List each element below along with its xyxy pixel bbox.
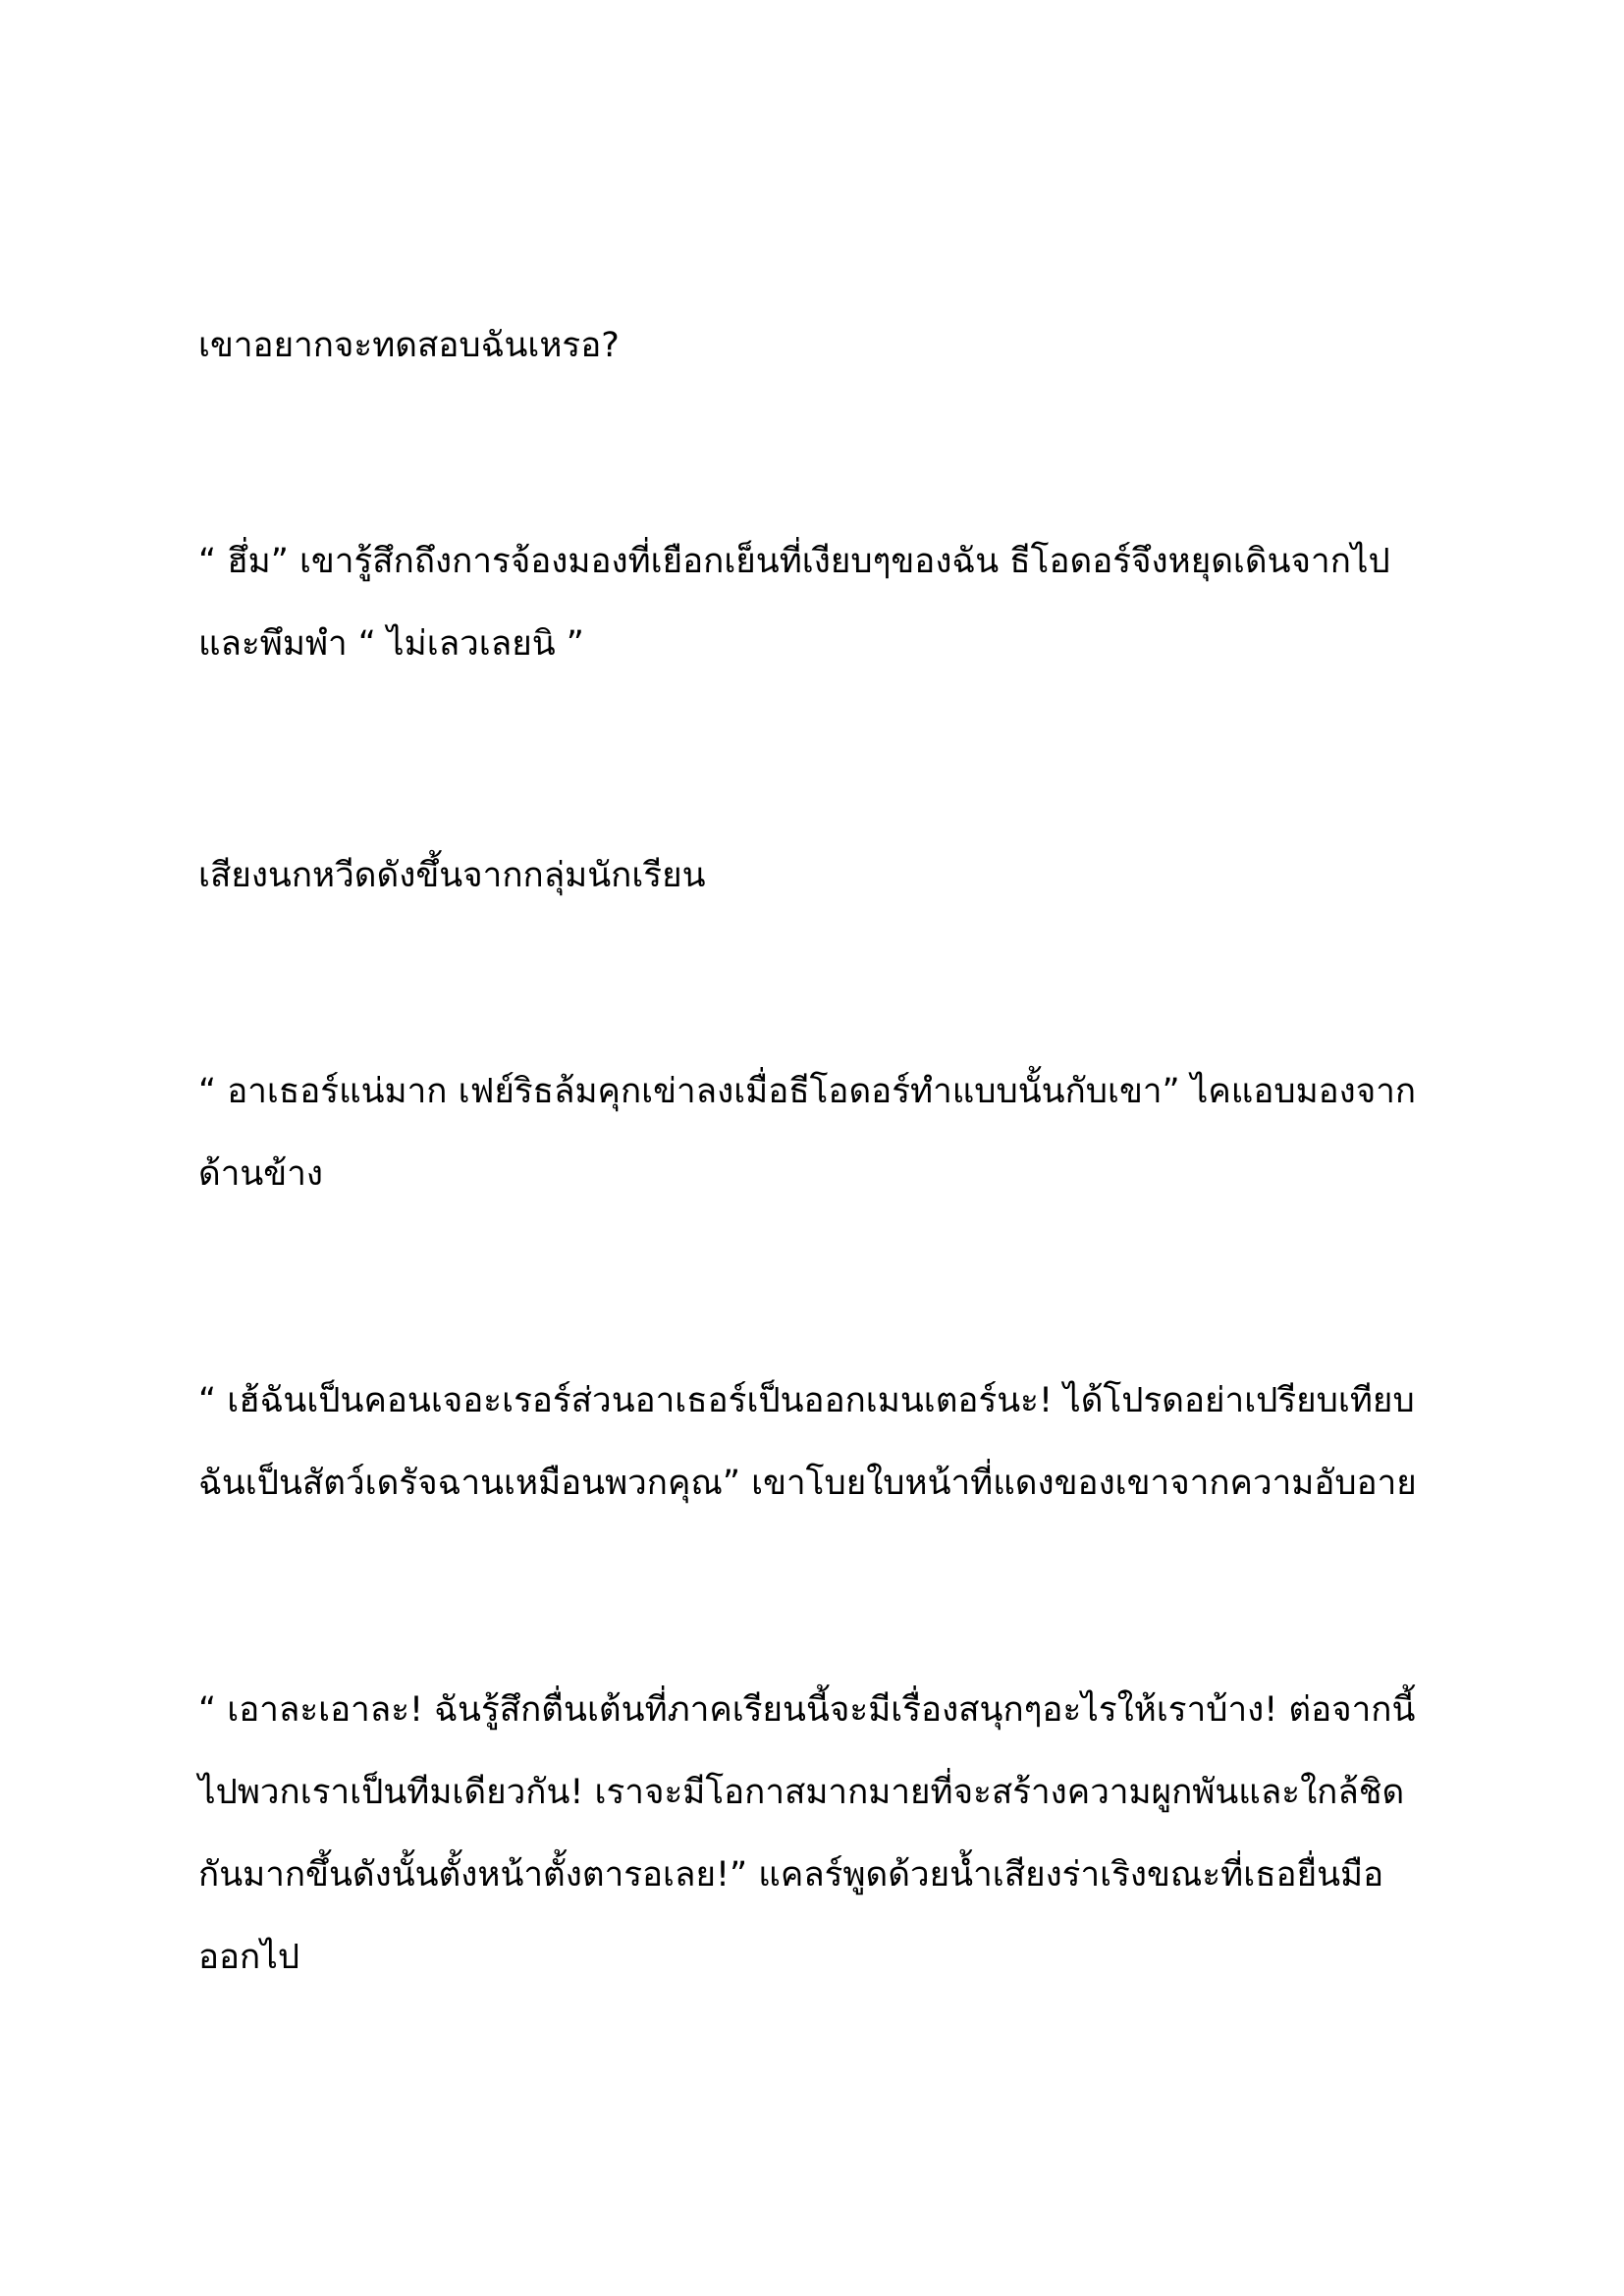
paragraph-4-line-1: “ อาเธอร์แน่มาก เฟย์ริธล้มคุกเข่าลงเมื่อธีโอดอร์ทำแบบนั้นกับเขา” ไคแอบมองจาก bbox=[198, 1072, 1417, 1111]
paragraph-2 bbox=[198, 520, 1465, 685]
paragraph-4-line-2: ด้านข้าง bbox=[198, 1154, 323, 1194]
paragraph-3-line-1: เสียงนกหวีดดังขึ้นจากกลุ่มนักเรียน bbox=[198, 856, 706, 895]
paragraph-1 bbox=[198, 304, 1465, 387]
paragraph-6-line-4: ออกไป bbox=[198, 1938, 300, 1977]
paragraph-1-line-1: เขาอยากจะทดสอบฉันเหรอ? bbox=[198, 326, 620, 365]
paragraph-2-line-2: และพึมพำ “ ไม่เลวเลยนิ ” bbox=[198, 624, 584, 664]
paragraph-5-line-2: ฉันเป็นสัตว์เดรัจฉานเหมือนพวกคุณ” เขาโบยใบหน้าที่แดงของเขาจากความอับอาย bbox=[198, 1464, 1417, 1503]
paragraph-6 bbox=[198, 1669, 1465, 1999]
paragraph-3 bbox=[198, 834, 1465, 917]
paragraph-4 bbox=[198, 1050, 1465, 1215]
paragraph-6-line-3: กันมากขึ้นดังนั้นตั้งหน้าตั้งตารอเลย!” แคลร์พูดด้วยน้ำเสียงร่าเริงขณะที่เธอยื่นมือ bbox=[198, 1855, 1384, 1895]
paragraph-5 bbox=[198, 1360, 1465, 1524]
paragraph-6-line-2: ไปพวกเราเป็นทีมเดียวกัน! เราจะมีโอกาสมากมายที่จะสร้างความผูกพันและใกล้ชิด bbox=[198, 1773, 1405, 1812]
paragraph-5-line-1: “ เฮ้ฉันเป็นคอนเจอะเรอร์ส่วนอาเธอร์เป็นออกเมนเตอร์นะ! ได้โปรดอย่าเปรียบเทียบ bbox=[198, 1381, 1415, 1420]
paragraph-2-line-1: “ ฮึ่ม” เขารู้สึกถึงการจ้องมองที่เยือกเย็นที่เงียบๆของฉัน ธีโอดอร์จึงหยุดเดินจากไป bbox=[198, 542, 1390, 581]
paragraph-6-line-1: “ เอาละเอาละ! ฉันรู้สึกตื่นเต้นที่ภาคเรียนนี้จะมีเรื่องสนุกๆอะไรให้เราบ้าง! ต่อจากนี้ bbox=[198, 1690, 1416, 1730]
